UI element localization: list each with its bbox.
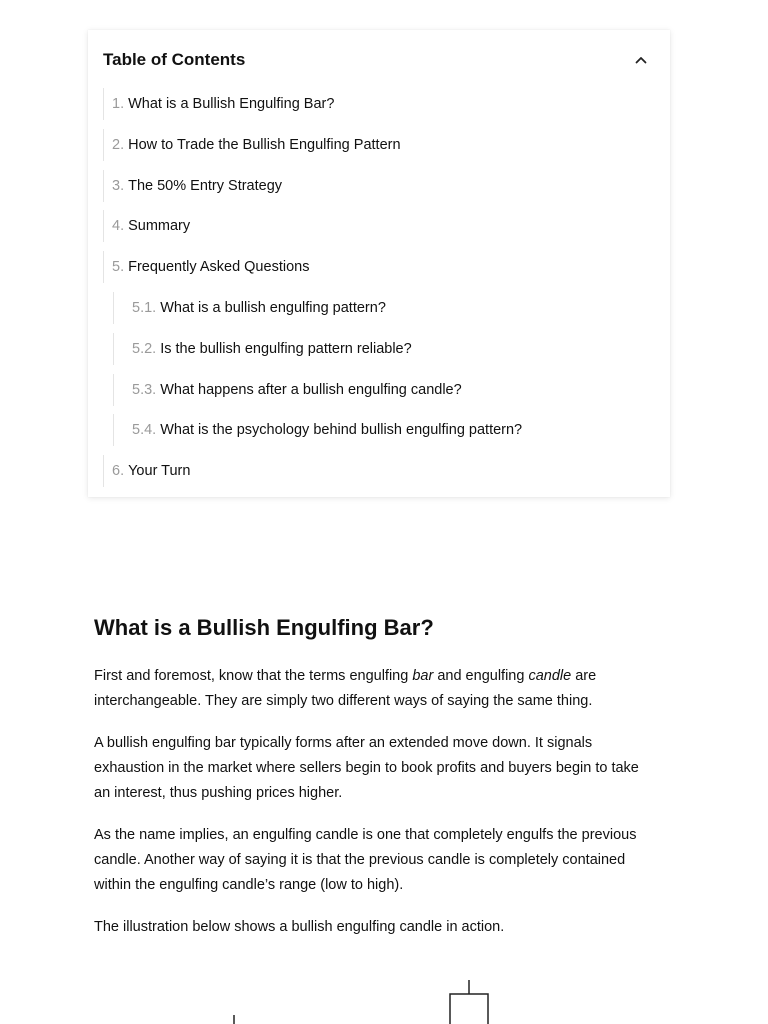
emphasis-candle: candle	[528, 668, 572, 684]
toc-item-number: 5.1.	[132, 299, 157, 316]
engulfing-candle-illustration	[0, 960, 768, 1024]
toc-item-link[interactable]: Your Turn	[128, 463, 191, 480]
toc-list	[103, 88, 522, 496]
toc-item-number: 5.4.	[132, 422, 157, 439]
paragraph-text: First and foremost, know that the terms engulfing	[94, 668, 413, 684]
toc-item-number: 5.3.	[132, 381, 157, 398]
toc-item-number: 6.	[112, 463, 125, 480]
toc-item[interactable]	[103, 170, 522, 202]
toc-subitem[interactable]	[113, 374, 522, 406]
paragraph-text: and engulfing	[433, 668, 529, 684]
section-heading: What is a Bullish Engulfing Bar?	[94, 615, 434, 640]
toc-item-link[interactable]: What is a Bullish Engulfing Bar?	[128, 96, 335, 112]
toc-title: Table of Contents	[103, 50, 246, 69]
toc-item-number: 3.	[112, 177, 125, 194]
paragraph-formation: A bullish engulfing bar typically forms after an extended move down. It signals exhaustion in the market where sellers begin to book profits and buyers begin to take an interest, thus pushing prices higher.	[94, 735, 639, 801]
toc-item-link[interactable]: The 50% Entry Strategy	[128, 177, 283, 194]
toc-item[interactable]	[103, 455, 522, 487]
toc-item-link[interactable]: What is a bullish engulfing pattern?	[160, 299, 386, 316]
paragraph-text: are interchangeable. They are simply two different ways of saying the same thing.	[94, 668, 597, 709]
emphasis-bar: bar	[412, 668, 434, 684]
toc-item[interactable]	[103, 88, 522, 120]
toc-item-link[interactable]: Frequently Asked Questions	[128, 259, 310, 276]
toc-item-number: 1.	[112, 96, 125, 112]
toc-item-link[interactable]: What is the psychology behind bullish engulfing pattern?	[160, 422, 523, 439]
paragraph-terms	[94, 664, 654, 714]
chevron-up-icon[interactable]	[632, 51, 650, 69]
paragraph-definition: As the name implies, an engulfing candle is one that completely engulfs the previous candle. Another way of saying it is that the previous candle is completely contained within the engulfing candle’s range (low to high).	[94, 827, 637, 893]
toc-item[interactable]	[103, 129, 522, 161]
toc-item-number: 4.	[112, 218, 125, 235]
toc-item-number: 2.	[112, 136, 125, 153]
toc-header[interactable]	[103, 48, 650, 72]
toc-item-link[interactable]: Summary	[128, 218, 191, 235]
toc-item-link[interactable]: What happens after a bullish engulfing candle?	[160, 381, 462, 398]
table-of-contents	[88, 30, 670, 497]
toc-item[interactable]	[103, 210, 522, 242]
engulfing-candle-body	[450, 994, 488, 1024]
toc-item-link[interactable]: Is the bullish engulfing pattern reliable?	[160, 340, 412, 357]
paragraph-illustration-intro: The illustration below shows a bullish engulfing candle in action.	[94, 919, 505, 935]
article-body	[94, 610, 654, 935]
toc-item-link[interactable]: How to Trade the Bullish Engulfing Pattern	[128, 136, 401, 153]
toc-subitem[interactable]	[113, 333, 522, 365]
toc-subitem[interactable]	[113, 414, 522, 446]
toc-item[interactable]	[103, 251, 522, 283]
toc-item-number: 5.2.	[132, 340, 157, 357]
toc-subitem[interactable]	[113, 292, 522, 324]
toc-item-number: 5.	[112, 259, 125, 276]
